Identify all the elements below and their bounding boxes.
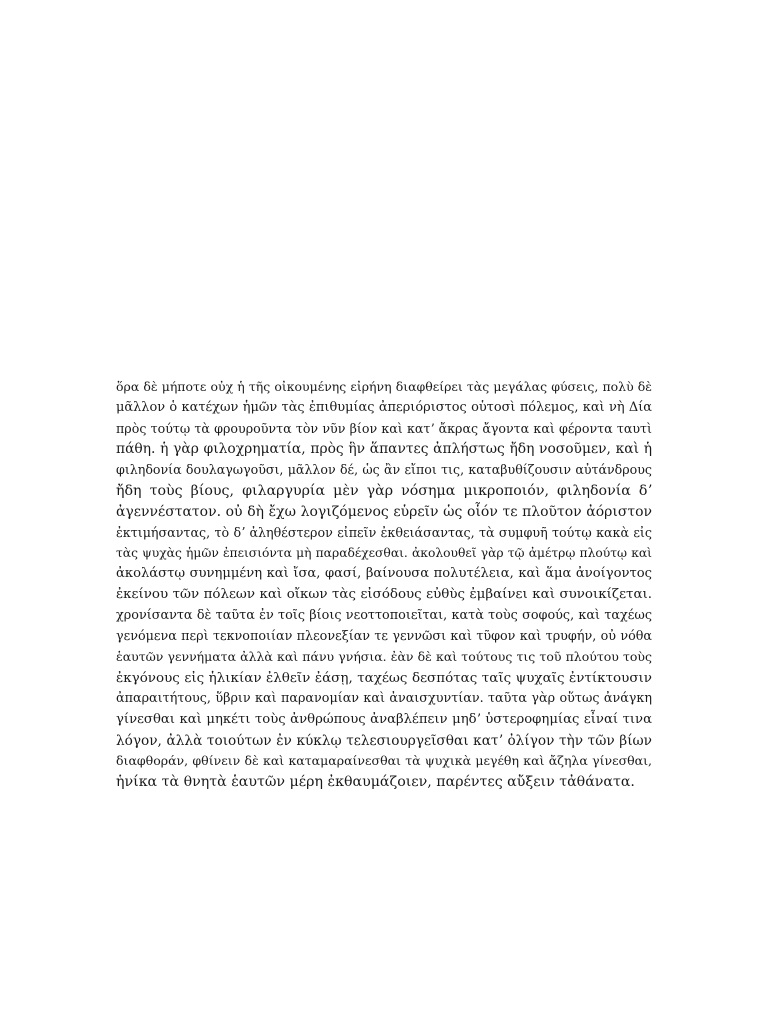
text-line: τὰς ψυχὰς ἡμῶν ἐπεισιόντα μὴ παραδέχεσθαι. ἀκολουθεῖ γὰρ τῷ ἀμέτρῳ πλούτῳ καὶ bbox=[116, 546, 652, 561]
greek-text-passage bbox=[116, 377, 652, 793]
text-line: διαφθοράν, φθίνειν δὲ καὶ καταμαραίνεσθαι τὰ ψυχικὰ μεγέθη καὶ ἄζηλα γίνεσθαι, bbox=[116, 753, 652, 769]
text-line: ἐκείνου τῶν πόλεων καὶ οἴκων τὰς εἰσόδους εὐθὺς ἐμβαίνει καὶ συνοικίζεται. bbox=[116, 586, 652, 602]
text-line: ὅρα δὲ μήποτε οὐχ ἡ τῆς οἰκουμένης εἰρήνη διαφθείρει τὰς μεγάλας φύσεις, πολὺ δὲ bbox=[116, 379, 652, 394]
text-line: ἐκγόνους εἰς ἡλικίαν ἐλθεῖν ἐάσῃ, ταχέως δεσπότας ταῖς ψυχαῖς ἐντίκτουσιν bbox=[116, 670, 652, 687]
text-line: ἐκτιμήσαντας, τὸ δʼ ἀληθέστερον εἰπεῖν ἐκθειάσαντας, τὰ συμφυῆ τούτῳ κακὰ εἰς bbox=[116, 524, 652, 540]
text-line: φιληδονία δουλαγωγοῦσι, μᾶλλον δέ, ὡς ἂν εἴποι τις, καταβυθίζουσιν αὐτάνδρους bbox=[116, 462, 652, 478]
text-line: χρονίσαντα δὲ ταῦτα ἐν τοῖς βίοις νεοττοποιεῖται, κατὰ τοὺς σοφούς, καὶ ταχέως bbox=[116, 607, 652, 623]
text-line: ἀγεννέστατον. οὐ δὴ ἔχω λογιζόμενος εὑρεῖν ὡς οἷόν τε πλοῦτον ἀόριστον bbox=[116, 503, 652, 520]
text-line: πρὸς τούτῳ τὰ φρουροῦντα τὸν νῦν βίον καὶ κατʼ ἄκρας ἄγοντα καὶ φέροντα ταυτὶ bbox=[116, 420, 652, 436]
text-line: ἑαυτῶν γεννήματα ἀλλὰ καὶ πάνυ γνήσια. ἐὰν δὲ καὶ τούτους τις τοῦ πλούτου τοὺς bbox=[116, 649, 652, 665]
text-line: ἤδη τοὺς βίους, φιλαργυρία μὲν γὰρ νόσημα μικροποιόν, φιληδονία δʼ bbox=[116, 482, 652, 499]
text-line: ἀπαραιτήτους, ὕβριν καὶ παρανομίαν καὶ ἀναισχυντίαν. ταῦτα γὰρ οὕτως ἀνάγκη bbox=[116, 690, 652, 706]
text-line: γίνεσθαι καὶ μηκέτι τοὺς ἀνθρώπους ἀναβλέπειν μηδʼ ὑστεροφημίας εἶναί τινα bbox=[116, 711, 652, 727]
text-line: ἡνίκα τὰ θνητὰ ἑαυτῶν μέρη ἐκθαυμάζοιεν, παρέντες αὔξειν τἀθάνατα. bbox=[116, 774, 635, 791]
text-line: λόγον, ἀλλὰ τοιούτων ἐν κύκλῳ τελεσιουργεῖσθαι κατʼ ὀλίγον τὴν τῶν βίων bbox=[116, 732, 652, 749]
text-line: ἀκολάστῳ συνημμένη καὶ ἴσα, φασί, βαίνουσα πολυτέλεια, καὶ ἅμα ἀνοίγοντος bbox=[116, 566, 652, 582]
text-line: μᾶλλον ὁ κατέχων ἡμῶν τὰς ἐπιθυμίας ἀπεριόριστος οὑτοσὶ πόλεμος, καὶ νὴ Δία bbox=[116, 399, 652, 415]
text-line: πάθη. ἡ γὰρ φιλοχρηματία, πρὸς ἣν ἅπαντες ἀπλήστως ἤδη νοσοῦμεν, καὶ ἡ bbox=[116, 441, 652, 458]
text-line: γενόμενα περὶ τεκνοποιίαν πλεονεξίαν τε γεννῶσι καὶ τῦφον καὶ τρυφήν, οὐ νόθα bbox=[116, 628, 652, 644]
